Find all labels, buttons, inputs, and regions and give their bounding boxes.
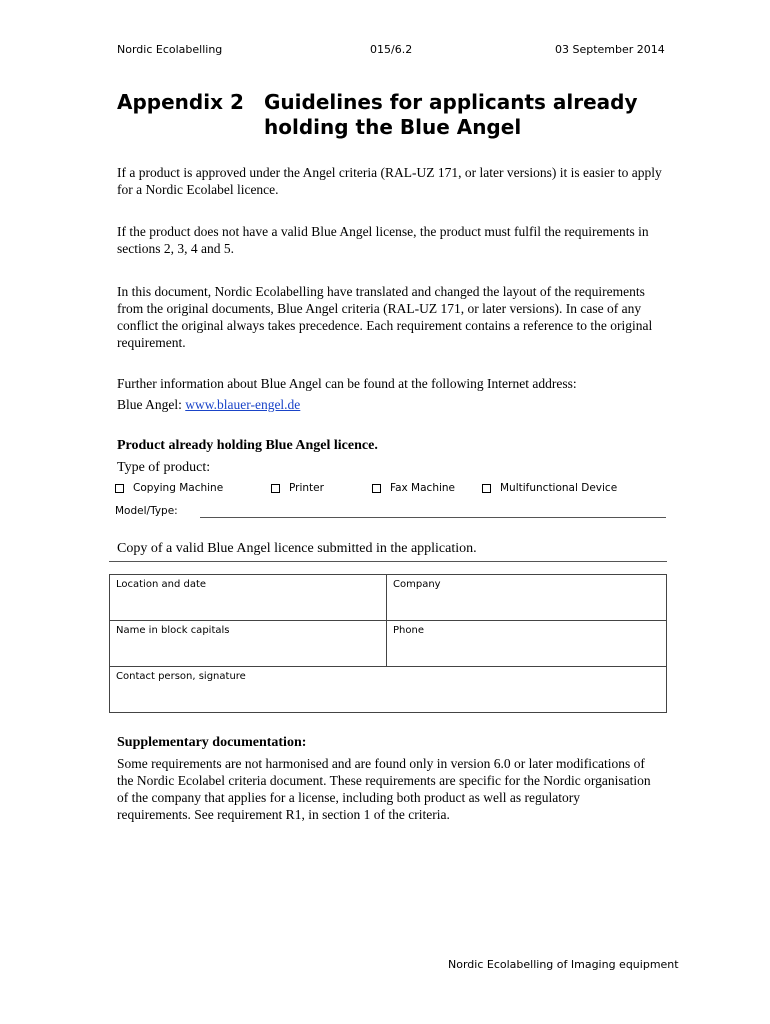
info-paragraph: Further information about Blue Angel can be found at the following Internet address: Blue Angel: www.blauer-engel.de <box>117 376 577 412</box>
option-fax-machine[interactable]: Fax Machine <box>372 482 455 494</box>
phone-field[interactable]: Phone <box>387 621 667 667</box>
translation-paragraph: In this document, Nordic Ecolabelling have translated and changed the layout of the requirements from the original documents, Blue Angel criteria (RAL-UZ 171, or later versions). In case of any conflict the original always takes precedence. Each requirement contains a reference to the original requirement. <box>117 284 653 350</box>
copying-machine-checkbox[interactable] <box>115 484 124 493</box>
product-type-options <box>0 482 770 498</box>
model-type-label: Model/Type: <box>115 505 178 517</box>
supplementary-text: Some requirements are not harmonised and are found only in version 6.0 or later modifications of the Nordic Ecolabel criteria document. These requirements are specific for the Nordic organisation of the company that applies for a license, including both product as well as regulatory requirements. See requirement R1, in section 1 of the criteria. <box>117 756 651 822</box>
location-date-field[interactable]: Location and date <box>110 575 387 621</box>
option-copying-machine[interactable]: Copying Machine <box>115 482 223 494</box>
supplementary-heading: Supplementary documentation: <box>117 735 307 750</box>
contact-signature-field[interactable]: Contact person, signature <box>110 667 667 713</box>
option-multifunctional-device[interactable]: Multifunctional Device <box>482 482 617 494</box>
footer-text: Nordic Ecolabelling of Imaging equipment <box>448 958 679 971</box>
blue-angel-label: Blue Angel: <box>117 397 186 412</box>
intro-paragraph: If a product is approved under the Angel criteria (RAL-UZ 171, or later versions) it is easier to apply for a Nordic Ecolabel licence. <box>117 165 662 197</box>
company-field[interactable]: Company <box>387 575 667 621</box>
page-title <box>264 90 638 140</box>
option-printer[interactable]: Printer <box>271 482 324 494</box>
header-org: Nordic Ecolabelling <box>117 43 223 56</box>
title-line-2: holding the Blue Angel <box>264 115 522 139</box>
divider <box>109 561 667 562</box>
multifunctional-device-checkbox[interactable] <box>482 484 491 493</box>
model-type-field[interactable] <box>200 503 666 518</box>
name-block-capitals-field[interactable]: Name in block capitals <box>110 621 387 667</box>
fax-machine-checkbox[interactable] <box>372 484 381 493</box>
title-line-1: Guidelines for applicants already <box>264 90 638 114</box>
copy-statement: Copy of a valid Blue Angel licence submitted in the application. <box>117 541 477 556</box>
product-heading: Product already holding Blue Angel licence. <box>117 438 378 453</box>
type-of-product-label: Type of product: <box>117 460 211 475</box>
header-date: 03 September 2014 <box>555 43 665 56</box>
applicant-form <box>109 574 667 713</box>
header-doc-number: 015/6.2 <box>370 43 413 56</box>
no-license-paragraph: If the product does not have a valid Blue Angel license, the product must fulfil the requirements in sections 2, 3, 4 and 5. <box>117 224 649 256</box>
printer-checkbox[interactable] <box>271 484 280 493</box>
blue-angel-link[interactable]: www.blauer-engel.de <box>185 397 301 412</box>
appendix-label: Appendix 2 <box>117 90 244 114</box>
